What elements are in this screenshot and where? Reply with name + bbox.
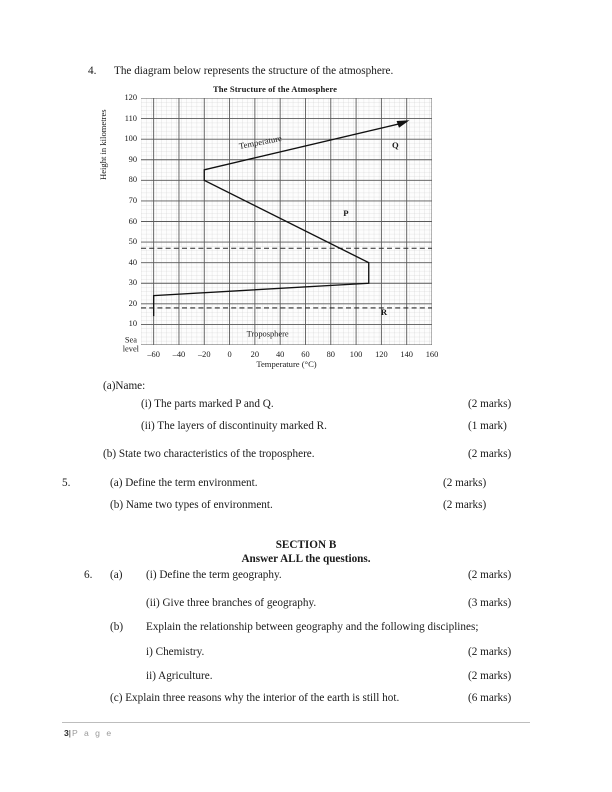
q6-part-b-ii-marks: (2 marks) [468,670,512,682]
chart-series-label-temperature: Temperature [238,132,283,151]
footer-label: P a g e [72,728,114,738]
q4-part-a-i: (i) The parts marked P and Q. [141,398,274,410]
chart-ytick-60: 60 [128,216,137,226]
chart-ytick-90: 90 [128,154,137,164]
question-4-stem [88,64,528,78]
chart-grid-and-series [141,98,432,345]
q4-part-a-label: (a)Name: [103,380,146,392]
q5-part-b-marks: (2 marks) [443,499,487,511]
q6-part-c: (c) Explain three reasons why the interior of the earth is still hot. [110,692,400,704]
chart-ytick-120: 120 [124,92,137,102]
chart-annotation-q: Q [391,140,399,151]
section-b-subheading: Answer ALL the questions. [241,553,371,565]
chart-plot-area [122,92,439,359]
footer-divider [62,722,530,723]
chart-annotation-troposphere: Troposphere [246,329,289,339]
chart-xtick-40: 40 [275,350,285,359]
chart-xtick-0: 0 [227,350,232,359]
chart-y-axis-title: Height in kilometres [98,109,108,180]
footer-separator: | [68,728,73,738]
chart-xtick-20: 20 [250,350,260,359]
question-4-stem-text: The diagram below represents the structure of the atmosphere. [114,65,394,77]
chart-xtick-120: 120 [375,350,388,359]
chart-ytick-20: 20 [128,298,137,308]
q6-part-a-ii: (ii) Give three branches of geography. [146,597,317,609]
chart-ytick-10: 10 [128,319,137,329]
chart-ytick-100: 100 [124,133,137,143]
q4-part-b: (b) State two characteristics of the troposphere. [103,448,315,460]
chart-ytick-50: 50 [128,236,137,246]
q5-part-b: (b) Name two types of environment. [110,499,273,511]
q6-part-b-label: (b) [110,621,124,633]
chart-xtick-140: 140 [400,350,413,359]
q6-part-a-label: (a) [110,569,123,581]
chart-xtick-80: 80 [326,350,335,359]
q6-part-a-ii-marks: (3 marks) [468,597,512,609]
chart-xtick--40: –40 [172,350,186,359]
q5-part-a: (a) Define the term environment. [110,477,258,489]
atmosphere-chart [100,84,450,378]
chart-title: The Structure of the Atmosphere [212,84,338,94]
footer-page-number: 3 [64,728,69,738]
chart-xtick--60: –60 [147,350,160,359]
q6-part-c-marks: (6 marks) [468,692,512,704]
q4-part-a-ii: (ii) The layers of discontinuity marked R. [141,420,327,432]
q6-part-a-i: (i) Define the term geography. [146,569,282,581]
chart-xtick-100: 100 [349,350,363,359]
q6-part-b: Explain the relationship between geography and the following disciplines; [146,621,479,633]
question-4-number: 4. [88,65,97,77]
chart-annotation-r: R [380,306,388,317]
chart-ytick-110: 110 [124,113,137,123]
question-6-number: 6. [84,569,93,581]
question-5-number: 5. [62,477,71,489]
chart-annotation-p: P [343,208,349,219]
chart-ytick-70: 70 [128,195,137,205]
chart-ytick-sea: Sea level [122,335,139,353]
q4-part-a-i-marks: (2 marks) [468,398,512,410]
chart-ytick-40: 40 [128,257,137,267]
chart-ytick-30: 30 [128,278,137,288]
q6-part-b-i-marks: (2 marks) [468,646,512,658]
section-b-heading: SECTION B [275,539,337,551]
chart-x-axis-title: Temperature (°C) [256,359,317,369]
q5-part-a-marks: (2 marks) [443,477,487,489]
footer [64,728,113,738]
q6-part-a-i-marks: (2 marks) [468,569,512,581]
q4-part-a-ii-marks: (1 mark) [468,420,507,432]
q6-part-b-ii: ii) Agriculture. [146,670,213,682]
q6-part-b-i: i) Chemistry. [146,646,205,658]
chart-xtick--20: –20 [197,350,211,359]
chart-xtick-60: 60 [301,350,310,359]
chart-xtick-160: 160 [425,350,439,359]
q4-part-b-marks: (2 marks) [468,448,512,460]
chart-ytick-80: 80 [128,175,137,185]
